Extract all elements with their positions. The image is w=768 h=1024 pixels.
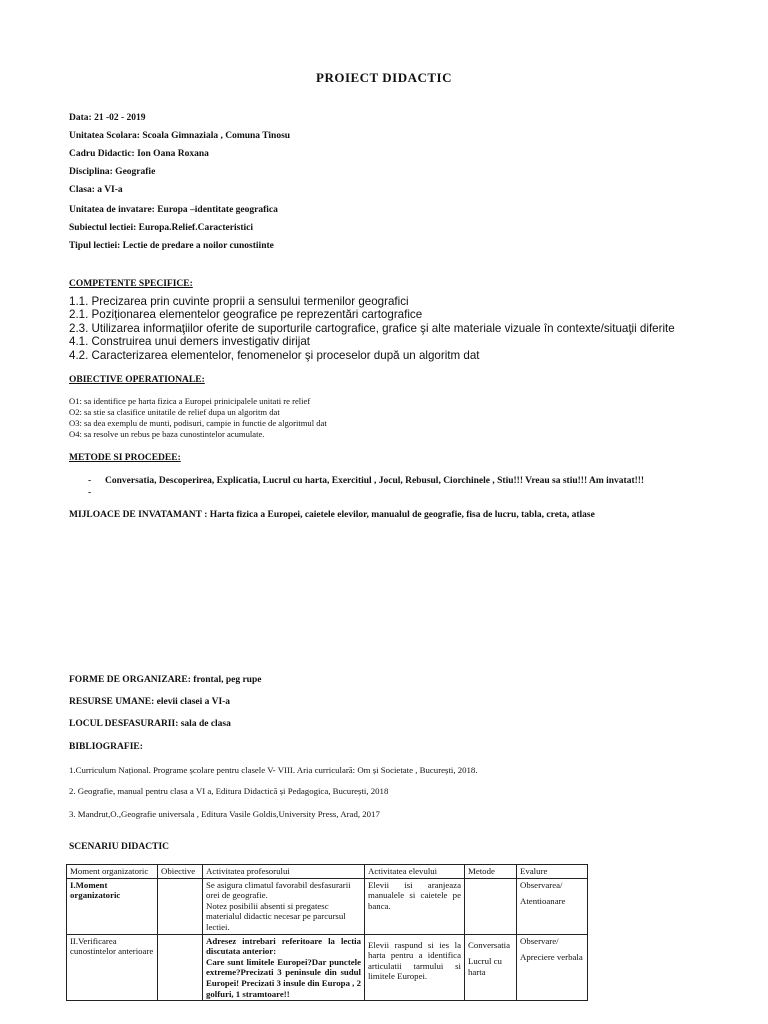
metode-bullet: - — [88, 476, 92, 486]
profesor-questions: Care sunt limitele Europei?Dar punctele extreme?Precizati 3 peninsule din sudul Europei! Precizati 3 insule din Europa , 2 golfuri, 1 stramtoare!! — [206, 956, 361, 999]
metode-list: Conversatia, Descoperirea, Explicatia, Lucrul cu harta, Exercitiul , Jocul, Rebusul, Ciorchinele , Stiu!!! Vreau sa stiu!!! Am invatat!!! — [105, 476, 645, 486]
competenta-item: 2.3. Utilizarea informaţiilor oferite de suporturile cartografice, grafice şi alte materiale vizuale în contexte/situaţii diferite — [69, 322, 675, 335]
obiective-heading: OBIECTIVE OPERATIONALE: — [69, 375, 205, 385]
info-learning-unit: Unitatea de invatare: Europa –identitate geografica — [69, 205, 278, 215]
elev-cell: Elevii isi aranjeaza manualele si caietele pe banca. — [365, 878, 465, 934]
metode-text: Lucrul cu harta — [468, 956, 502, 977]
evaluare-text: Apreciere verbala — [520, 952, 583, 963]
locul-line: LOCUL DESFASURARII: sala de clasa — [69, 719, 231, 729]
obiectiv-item: O1: sa identifice pe harta fizica a Europei prinicipalele unitati re relief — [69, 396, 311, 406]
competenta-item: 2.1. Poziționarea elementelor geografice pe reprezentări cartografice — [69, 308, 423, 321]
competente-heading: COMPETENTE SPECIFICE: — [69, 279, 193, 289]
table-row — [67, 934, 588, 1001]
profesor-cell — [203, 934, 365, 1001]
info-subject: Subiectul lectiei: Europa.Relief.Caracteristici — [69, 223, 253, 233]
column-header: Evalure — [517, 865, 588, 879]
column-header: Metode — [465, 865, 517, 879]
info-date: Data: 21 -02 - 2019 — [69, 113, 146, 123]
obiective-cell — [158, 878, 203, 934]
elev-cell — [365, 934, 465, 1001]
bibliografie-item: 3. Mandrut,O.,Geografie universala , Editura Vasile Goldis,University Press, Arad, 2017 — [69, 809, 380, 819]
competenta-item: 1.1. Precizarea prin cuvinte proprii a sensului termenilor geografici — [69, 295, 409, 308]
elev-text: Elevii raspund si ies la harta pentru a identifica articulatii tarmului si limitele Europei. — [368, 939, 461, 982]
obiectiv-item: O2: sa stie sa clasifice unitatile de relief dupa un algoritm dat — [69, 407, 280, 417]
bibliografie-item: 2. Geografie, manual pentru clasa a VI a, Editura Didactică și Pedagogica, București, 2018 — [69, 786, 389, 796]
mijloace-line: MIJLOACE DE INVATAMANT : Harta fizica a Europei, caietele elevilor, manualul de geografie, fisa de lucru, tabla, creta, atlase — [69, 510, 595, 520]
competenta-item: 4.1. Construirea unui demers investigativ dirijat — [69, 335, 311, 348]
evaluare-text: Observarea/ — [520, 879, 563, 890]
profesor-intro: Adresez intrebari referitoare la lectia discutata anterior: — [206, 935, 361, 957]
evaluare-text: Atentioanare — [520, 896, 566, 907]
column-header: Obiective — [158, 865, 203, 879]
table-row — [67, 878, 588, 934]
bibliografie-heading: BIBLIOGRAFIE: — [69, 742, 143, 752]
info-discipline: Disciplina: Geografie — [69, 167, 156, 177]
competenta-item: 4.2. Caracterizarea elementelor, fenomenelor şi proceselor după un algoritm dat — [69, 349, 480, 362]
profesor-text: Se asigura climatul favorabil desfasurarii orei de geografie. — [206, 879, 351, 901]
moment-cell: II.Verificarea cunostintelor anterioare — [67, 934, 158, 1001]
evaluare-cell — [517, 934, 588, 1001]
obiectiv-item: O3: sa dea exemplu de munti, podisuri, campie in functie de algoritmul dat — [69, 418, 327, 428]
metode-cell — [465, 934, 517, 1001]
info-lesson-type: Tipul lectiei: Lectie de predare a noilor cunostiinte — [69, 241, 274, 251]
bibliografie-item: 1.Curriculum Național. Programe școlare pentru clasele V- VIII. Aria curriculară: Om și Societate , București, 2018. — [69, 765, 478, 775]
moment-cell: I.Moment organizatoric — [67, 878, 158, 934]
column-header: Activitatea elevului — [365, 865, 465, 879]
scenariu-table — [66, 864, 588, 1001]
info-school: Unitatea Scolara: Scoala Gimnaziala , Comuna Tinosu — [69, 131, 291, 141]
obiective-cell — [158, 934, 203, 1001]
metode-text: Conversatia — [468, 939, 511, 950]
scenariu-heading: SCENARIU DIDACTIC — [69, 842, 170, 852]
profesor-cell — [203, 878, 365, 934]
evaluare-text: Observare/ — [520, 935, 559, 946]
metode-cell — [465, 878, 517, 934]
page-title: PROIECT DIDACTIC — [316, 70, 452, 85]
profesor-text: Notez posibilii absenti si pregatesc materialul didactic necesar pe parcursul lectiei. — [206, 900, 346, 932]
info-teacher: Cadru Didactic: Ion Oana Roxana — [69, 149, 209, 159]
evaluare-cell — [517, 878, 588, 934]
metode-bullet: - — [88, 488, 92, 498]
info-class: Clasa: a VI-a — [69, 185, 123, 195]
metode-heading: METODE SI PROCEDEE: — [69, 453, 181, 463]
resurse-line: RESURSE UMANE: elevii clasei a VI-a — [69, 697, 231, 707]
forme-line: FORME DE ORGANIZARE: frontal, peg rupe — [69, 675, 262, 685]
column-header: Moment organizatoric — [67, 865, 158, 879]
column-header: Activitatea profesorului — [203, 865, 365, 879]
obiectiv-item: O4: sa resolve un rebus pe baza cunostintelor acumulate. — [69, 429, 265, 439]
table-header-row — [67, 865, 588, 879]
